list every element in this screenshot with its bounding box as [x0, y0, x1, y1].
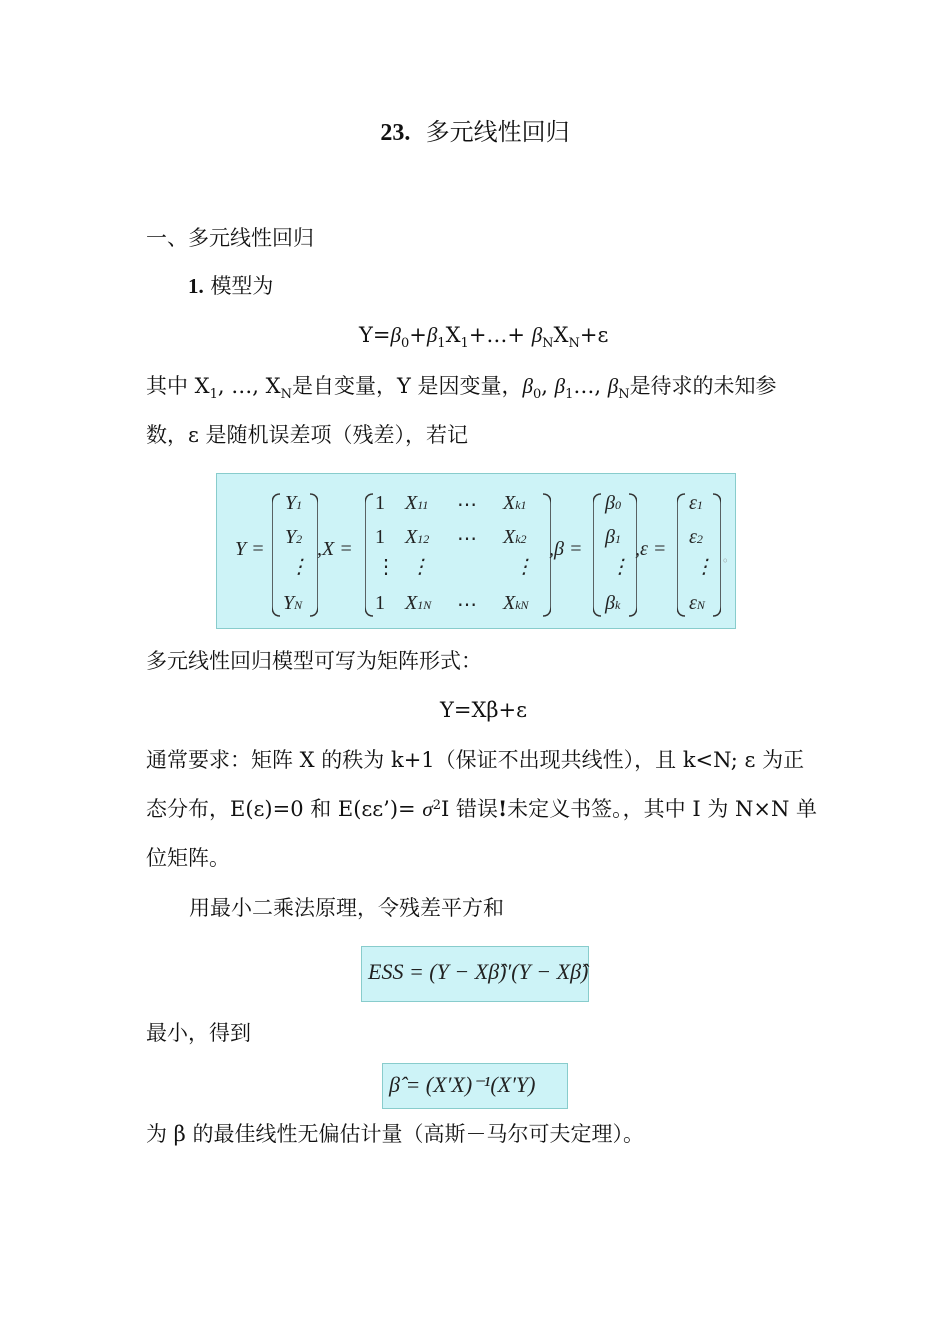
x-entry: X1N — [405, 592, 432, 614]
beta-hat-formula-image — [382, 1063, 568, 1109]
y-entry: ⋮ — [289, 556, 309, 578]
matrix-equation: Y=Xβ+ε — [440, 698, 528, 722]
beta-label: ,β = — [549, 538, 583, 560]
x-entry: XkN — [503, 592, 529, 614]
epsilon-label: ,ε = — [635, 538, 667, 560]
epsilon-entry: ε2 — [689, 526, 703, 548]
x-entry: X11 — [405, 492, 429, 514]
x-entry: Xk2 — [503, 526, 527, 548]
epsilon-entry: εN — [689, 592, 705, 614]
epsilon-entry: ⋮ — [694, 556, 714, 578]
paragraph-line: 通常要求：矩阵 X 的秩为 k+1（保证不出现共线性），且 k<N; ε 为正 — [146, 748, 805, 772]
paragraph-line: 态分布，E(ε)=0 和 E(εε’)= $\sigma^2I$ 错误!未定义书签。，其中 I 为 N×N 单 — [146, 796, 818, 821]
x-entry: ⋮ — [410, 556, 430, 578]
x-entry: 1 — [375, 592, 385, 614]
paragraph-line: 数，ε 是随机误差项（残差），若记 — [146, 423, 469, 447]
trailing-mark: 。 — [723, 550, 736, 564]
ess-formula-image — [361, 946, 589, 1002]
paragraph-line: 多元线性回归模型可写为矩阵形式： — [146, 649, 482, 673]
paragraph-line: 为 β 的最佳线性无偏估计量（高斯－马尔可夫定理）。 — [146, 1122, 644, 1146]
paragraph-line: 最小，得到 — [146, 1021, 251, 1045]
ess-formula: ESS = (Y − Xβ̂)′(Y − Xβ̂) — [368, 959, 589, 984]
x-entry: ⋯ — [457, 528, 477, 550]
matrix-definition-image — [216, 473, 736, 629]
beta-hat-formula: β̂ = (X′X)⁻¹(X′Y) — [389, 1072, 536, 1097]
x-entry: 1 — [375, 526, 385, 548]
y-entry: Y2 — [285, 526, 303, 548]
x-label: ,X = — [317, 538, 353, 560]
x-entry: ⋯ — [457, 494, 477, 516]
subheading: 1. 模型为 — [188, 274, 274, 298]
x-entry: ⋮ — [376, 556, 396, 578]
paragraph-line: 位矩阵。 — [146, 846, 230, 870]
x-entry: 1 — [375, 492, 385, 514]
beta-entry: ⋮ — [610, 556, 630, 578]
x-entry: ⋮ — [514, 556, 534, 578]
y-label: Y = — [235, 538, 265, 560]
epsilon-entry: ε1 — [689, 492, 703, 514]
x-entry: ⋯ — [457, 594, 477, 616]
y-entry: Y1 — [285, 492, 303, 514]
paragraph-line: 用最小二乘法原理，令残差平方和 — [189, 896, 504, 920]
model-equation: $Y=\beta_0+\beta_1X_1+\dots+ \beta_NX_N+\varepsilon$ — [359, 323, 609, 351]
paragraph-line: 其中 $X_1$, …, $X_N$是自变量，Y 是因变量，$\beta_0$, $\beta_1\dots$, $\beta_N$是待求的未知参 — [146, 374, 777, 402]
x-entry: X12 — [405, 526, 430, 548]
y-entry: YN — [283, 592, 303, 614]
beta-entry: β1 — [605, 526, 621, 548]
section-heading: 一、多元线性回归 — [146, 226, 314, 250]
beta-entry: βk — [605, 592, 621, 614]
page-title: 23. 多元线性回归 — [380, 118, 570, 146]
x-entry: Xk1 — [503, 492, 527, 514]
beta-entry: β0 — [605, 492, 621, 514]
